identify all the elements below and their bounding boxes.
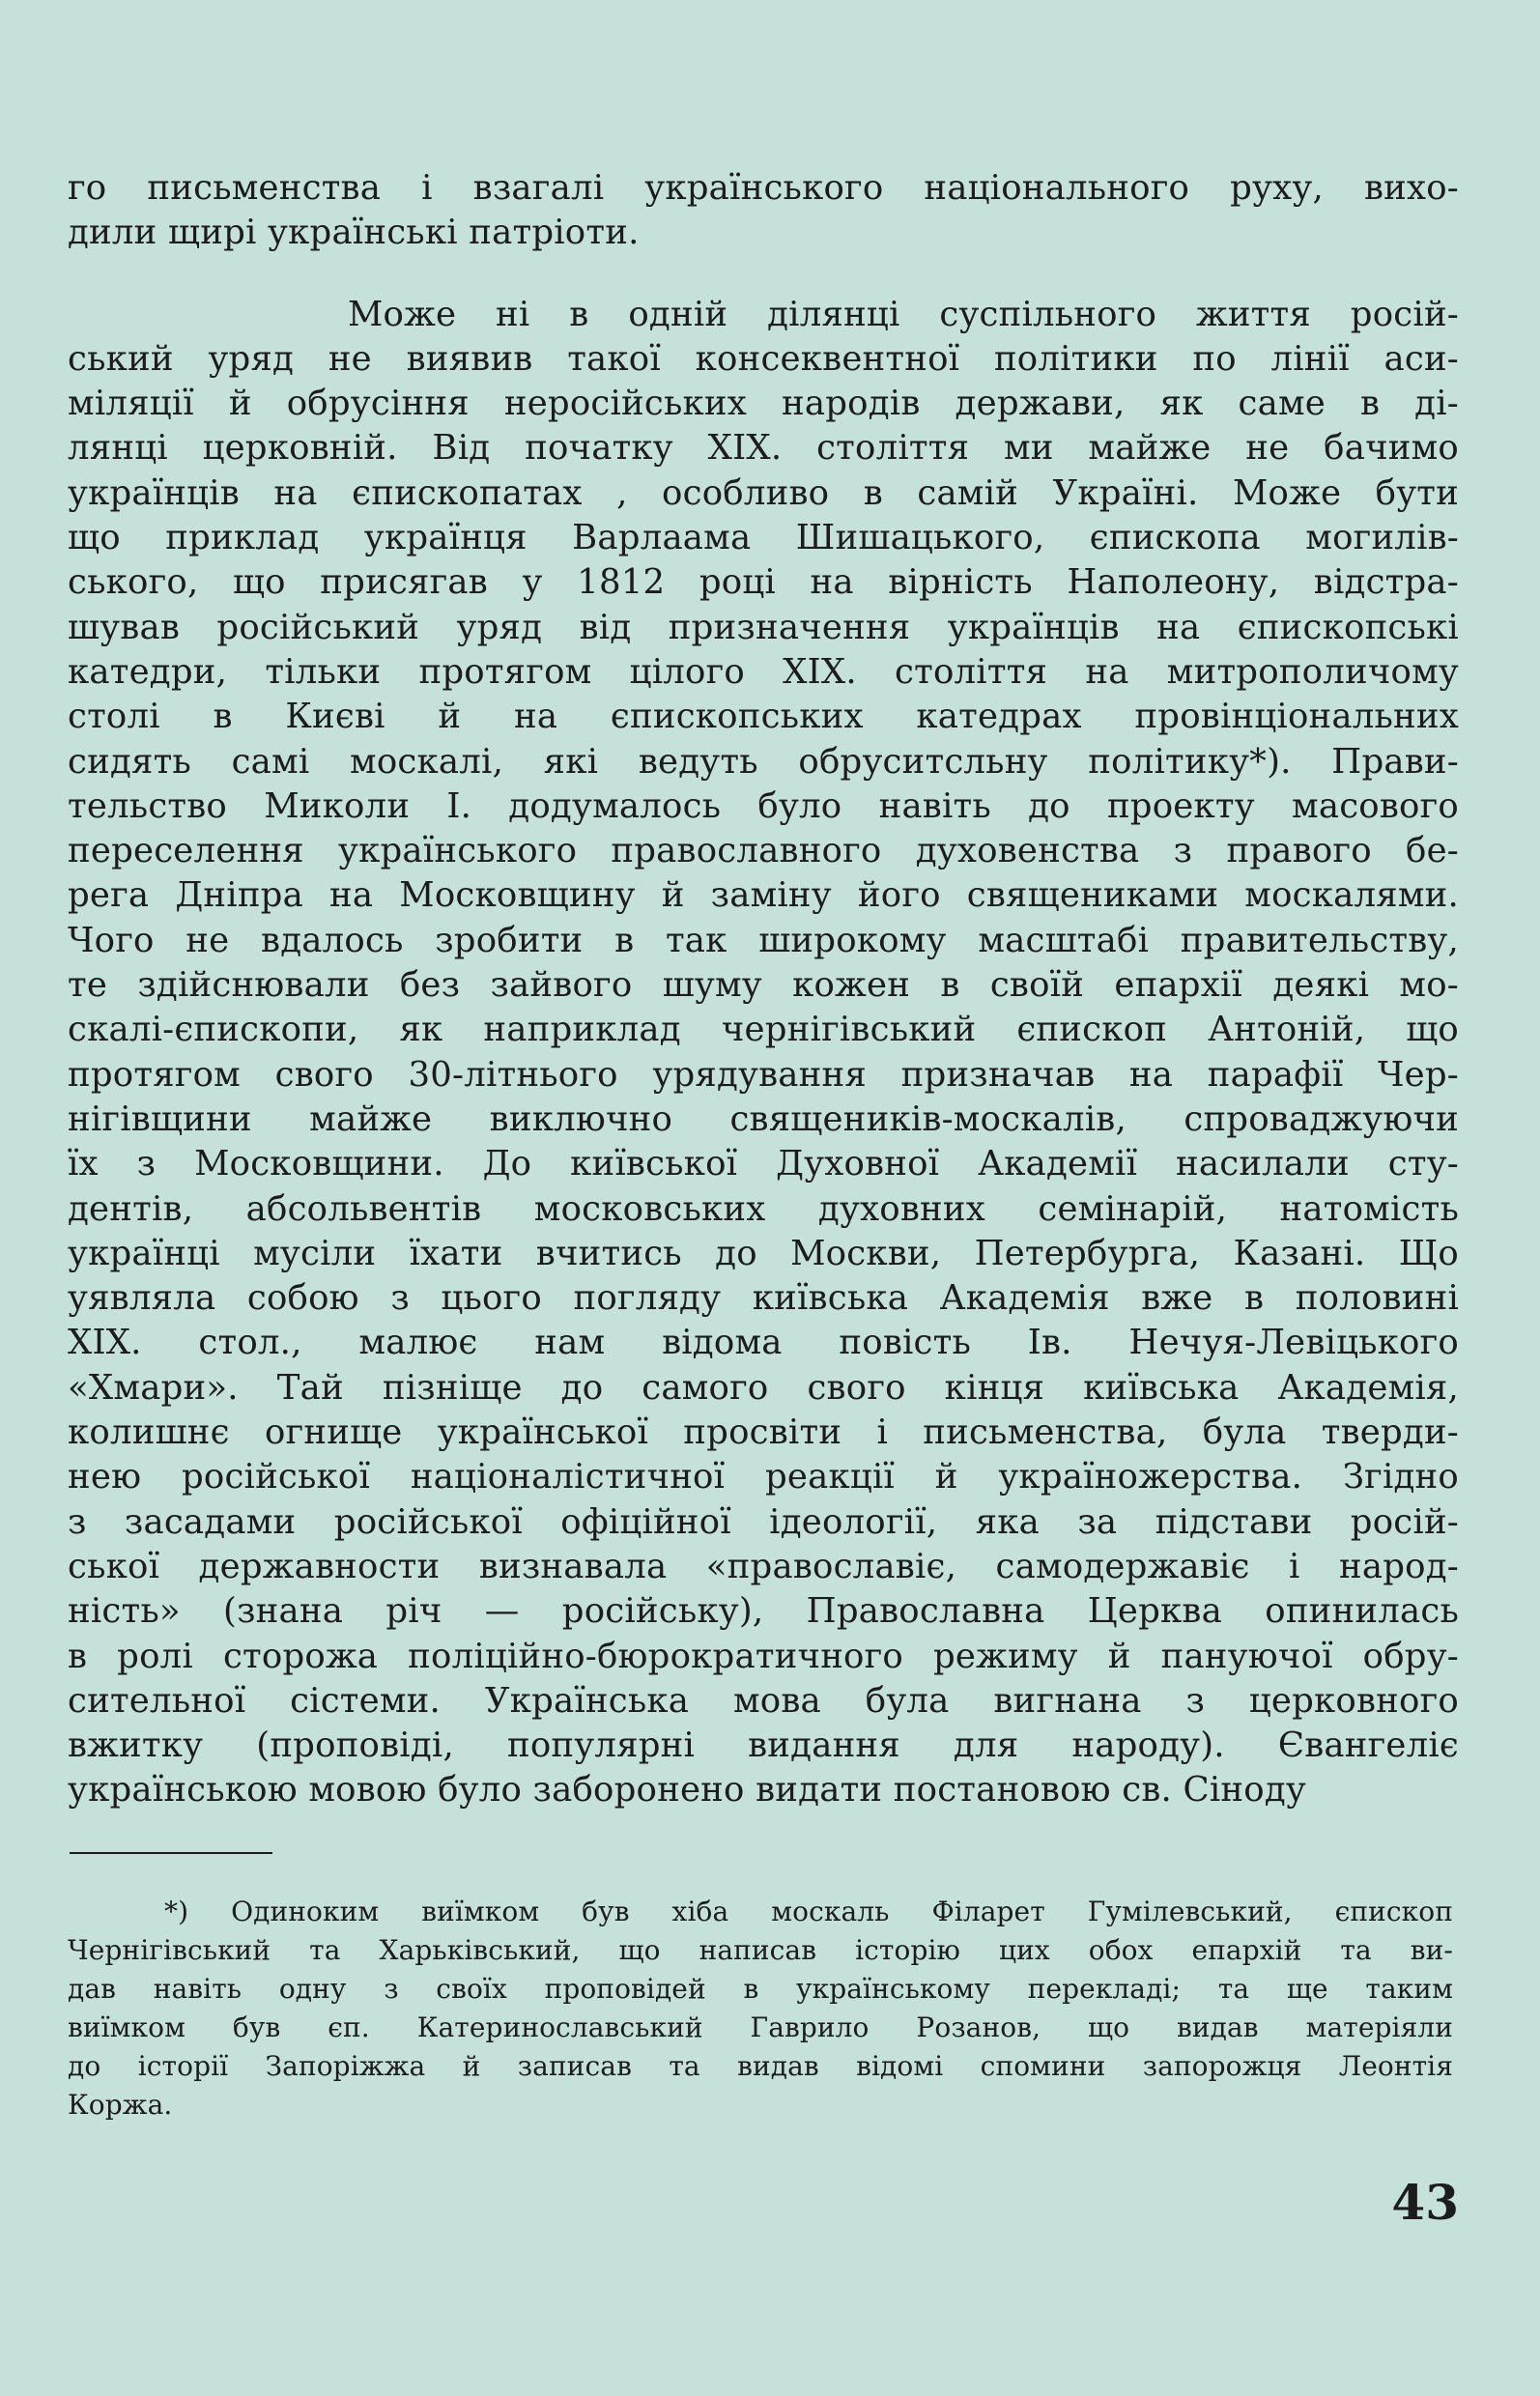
paragraph-gap xyxy=(68,256,1459,293)
text-line: скалі-єпископи, як наприклад чернігівський єпископ Антоній, що xyxy=(68,1010,1459,1050)
text-line: сидять самі москалі, які ведуть обруситсльну політику*). Прави- xyxy=(68,741,1459,782)
text-line: нігівщини майже виключно священиків-москалів, спроваджуючи xyxy=(68,1098,1459,1139)
text-line: «Хмари». Тай пізніще до самого свого кінця київська Академія, xyxy=(68,1367,1459,1408)
footnote-line: виїмком був єп. Катеринославський Гаврило Розанов, що видав матеріяли xyxy=(68,2011,1453,2043)
text-line: українці мусіли їхати вчитись до Москви, Петербурга, Казані. Що xyxy=(68,1233,1459,1273)
text-line: ність» (знана річ — російську), Православна Церква опинилась xyxy=(68,1591,1459,1632)
text-line: українською мовою було заборонено видати постановою св. Сіноду xyxy=(68,1770,1306,1811)
text-line: ський уряд не виявив такої консеквентної політики по лінії аси- xyxy=(68,338,1459,379)
text-line: ського, що присягав у 1812 році на вірність Наполеону, відстра- xyxy=(68,562,1459,603)
text-line: XIX. стол., малює нам відома повість Ів. Нечуя-Левіцького xyxy=(68,1323,1459,1363)
text-line: з засадами російської офіційної ідеології, яка за підстави росій- xyxy=(68,1501,1459,1542)
text-line: міляції й обрусіння неросійських народів держави, як саме в ді- xyxy=(68,384,1459,424)
footnote-line: Чернігівський та Харьківський, що написав історію цих обох епархій та ви- xyxy=(68,1933,1453,1966)
text-line: уявляла собою з цього погляду київська Академія вже в половині xyxy=(68,1278,1459,1319)
text-line: го письменства і взагалі українського національного руху, вихо- xyxy=(68,168,1459,208)
text-line: катедри, тільки протягом цілого XIX. століття на митрополичому xyxy=(68,651,1459,692)
text-line: тельство Миколи I. додумалось було навіть до проекту масового xyxy=(68,785,1459,826)
text-line: протягом свого 30-літнього урядування призначав на парафії Чер- xyxy=(68,1054,1459,1095)
text-line: їх з Московщини. До київської Духовної Академії насилали сту- xyxy=(68,1144,1459,1184)
text-line: колишнє огнище української просвіти і письменства, була тверди- xyxy=(68,1412,1459,1453)
text-line: столі в Києві й на єпископських катедрах провінціональних xyxy=(68,697,1459,737)
footnote-separator xyxy=(70,1852,272,1854)
text-line: рега Дніпра на Московщину й заміну його священиками москалями. xyxy=(68,875,1459,916)
text-line: ської державности визнавала «православіє, самодержавіє і народ- xyxy=(68,1546,1459,1586)
text-line: нею російської націоналістичної реакції й україножерства. Згідно xyxy=(68,1457,1459,1498)
paragraph-1 xyxy=(68,166,1459,256)
text-line: вжитку (проповіді, популярні видання для народу). Євангеліє xyxy=(68,1726,1459,1766)
text-line: те здійснювали без зайвого шуму кожен в своїй епархії деякі мо- xyxy=(68,965,1459,1006)
text-line: Може ні в одній ділянці суспільного життя росій- xyxy=(348,294,1459,334)
text-line: переселення українського православного духовенства з правого бе- xyxy=(68,831,1459,871)
text-line: українців на єпископатах , особливо в самій Україні. Може бути xyxy=(68,472,1459,513)
text-line: лянці церковній. Від початку XIX. століття ми майже не бачимо xyxy=(68,428,1459,469)
text-line: дентів, абсольвентів московських духовних семінарій, натомість xyxy=(68,1188,1459,1229)
text-line: в ролі сторожа поліційно-бюрократичного режиму й пануючої обру- xyxy=(68,1636,1459,1676)
text-line: що приклад українця Варлаама Шишацького, єпископа могилів- xyxy=(68,518,1459,558)
page-text xyxy=(68,166,1459,2330)
footnote-line: *) Одиноким виїмком був хіба москаль Філарет Гумілевський, єпископ xyxy=(164,1895,1453,1927)
footnote-line: до історії Запоріжжа й записав та видав відомі спомини запорожця Леонтія xyxy=(68,2049,1453,2082)
text-line: Чого не вдалось зробити в так широкому масштабі правительству, xyxy=(68,920,1459,960)
text-line: шував російський уряд від призначення українців на єпископські xyxy=(68,607,1459,647)
footnote-line: дав навіть одну з своїх проповідей в українському перекладі; та ще таким xyxy=(68,1972,1453,2005)
text-line: дили щирі українські патріоти. xyxy=(68,213,640,253)
paragraph-2 xyxy=(68,293,1459,1813)
text-line: сительної сістеми. Українська мова була вигнана з церковного xyxy=(68,1680,1459,1721)
footnote-line: Коржа. xyxy=(68,2088,173,2121)
page-number: 43 xyxy=(1391,2174,1459,2231)
footnote xyxy=(68,1893,1459,2125)
